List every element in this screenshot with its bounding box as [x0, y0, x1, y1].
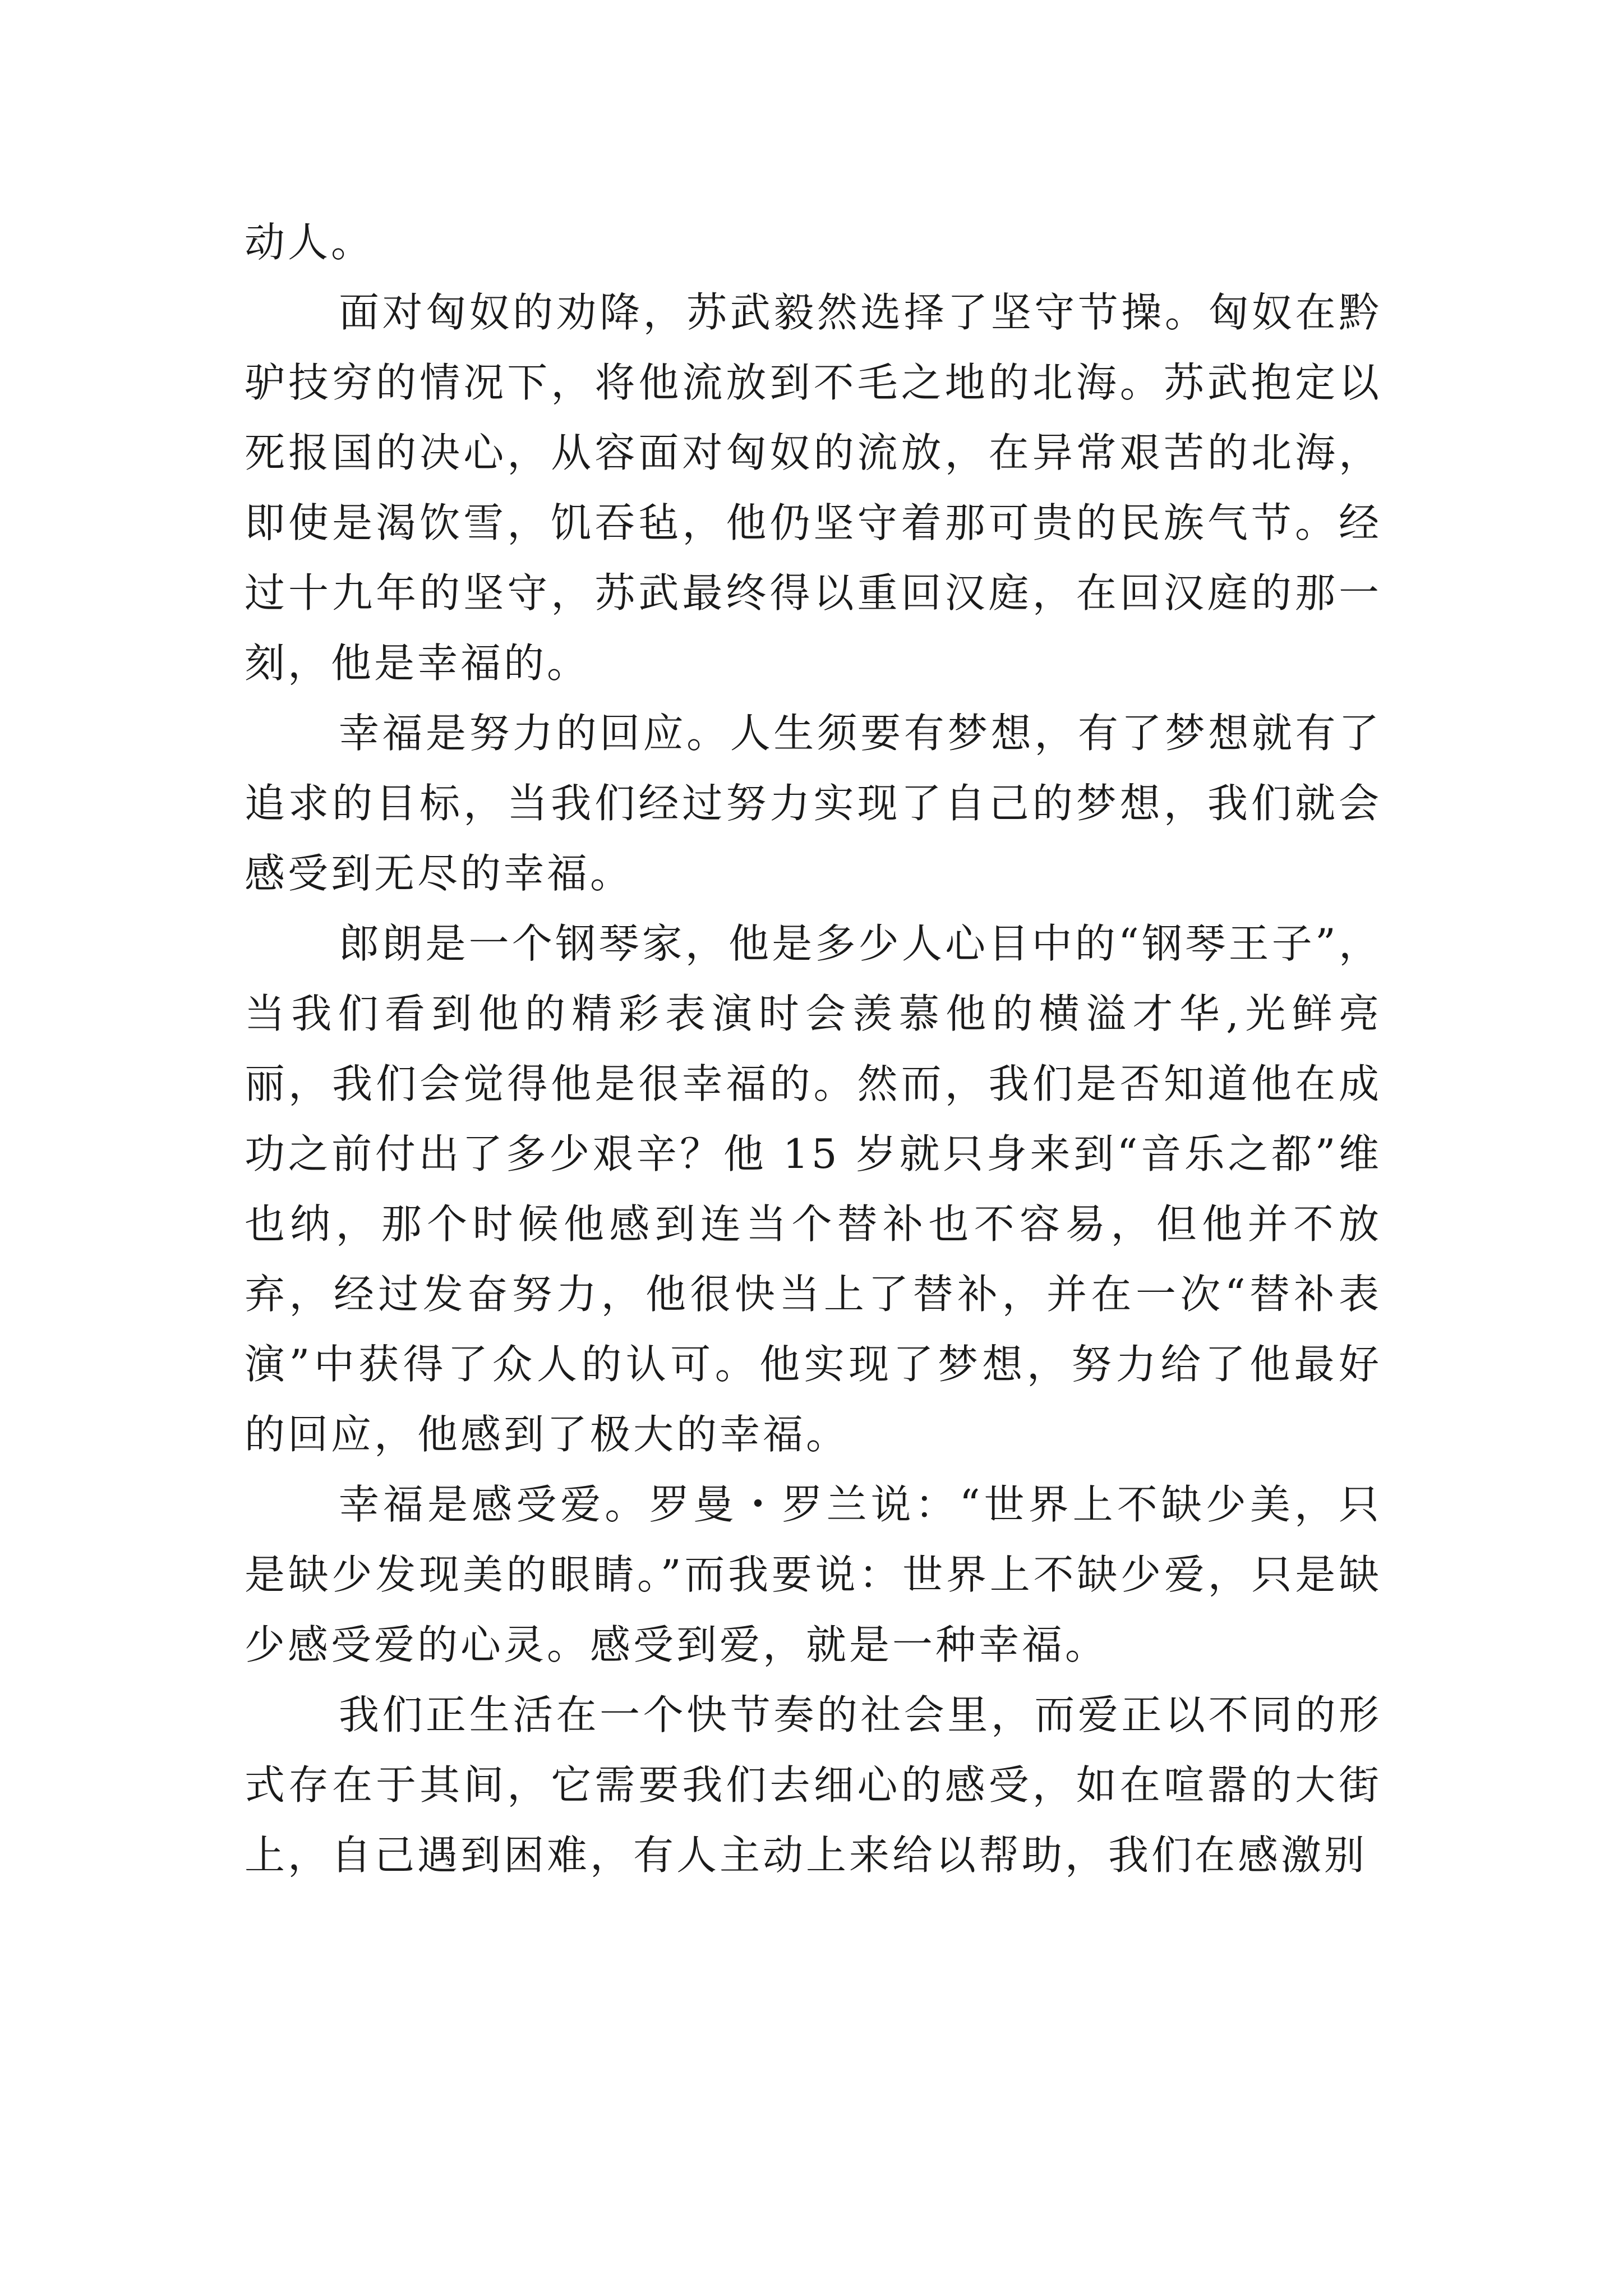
paragraph: 郎朗是一个钢琴家，他是多少人心目中的“钢琴王子”，当我们看到他的精彩表演时会羡慕他的横溢才华,光鲜亮丽，我们会觉得他是很幸福的。然而，我们是否知道他在成功之前付出了多少艰辛？他 15 岁就只身来到“音乐之都”维也纳，那个时候他感到连当个替补也不容易，但他并不放弃，经过发奋努力，他很快当上了替补，并在一次“替补表演”中获得了众人的认可。他实现了梦想，努力给了他最好的回应，他感到了极大的幸福。: [245, 920, 1382, 1458]
paragraph: 动人。: [245, 219, 375, 266]
paragraph: 我们正生活在一个快节奏的社会里，而爱正以不同的形式存在于其间，它需要我们去细心的感受，如在喧嚣的大街上，自己遇到困难，有人主动上来给以帮助，我们在感激别: [245, 1691, 1382, 1879]
paragraph: 幸福是努力的回应。人生须要有梦想，有了梦想就有了追求的目标，当我们经过努力实现了自己的梦想，我们就会感受到无尽的幸福。: [245, 710, 1382, 897]
paragraph: 幸福是感受爱。罗曼・罗兰说：“世界上不缺少美，只是缺少发现美的眼睛。”而我要说：世界上不缺少爱，只是缺少感受爱的心灵。感受到爱，就是一种幸福。: [245, 1481, 1382, 1668]
body-text: [245, 208, 1382, 1890]
paragraph: 面对匈奴的劝降，苏武毅然选择了坚守节操。匈奴在黔驴技穷的情况下，将他流放到不毛之地的北海。苏武抱定以死报国的决心，从容面对匈奴的流放，在异常艰苦的北海，即使是渴饮雪，饥吞毡，他仍坚守着那可贵的民族气节。经过十九年的坚守，苏武最终得以重回汉庭，在回汉庭的那一刻，他是幸福的。: [245, 289, 1382, 687]
